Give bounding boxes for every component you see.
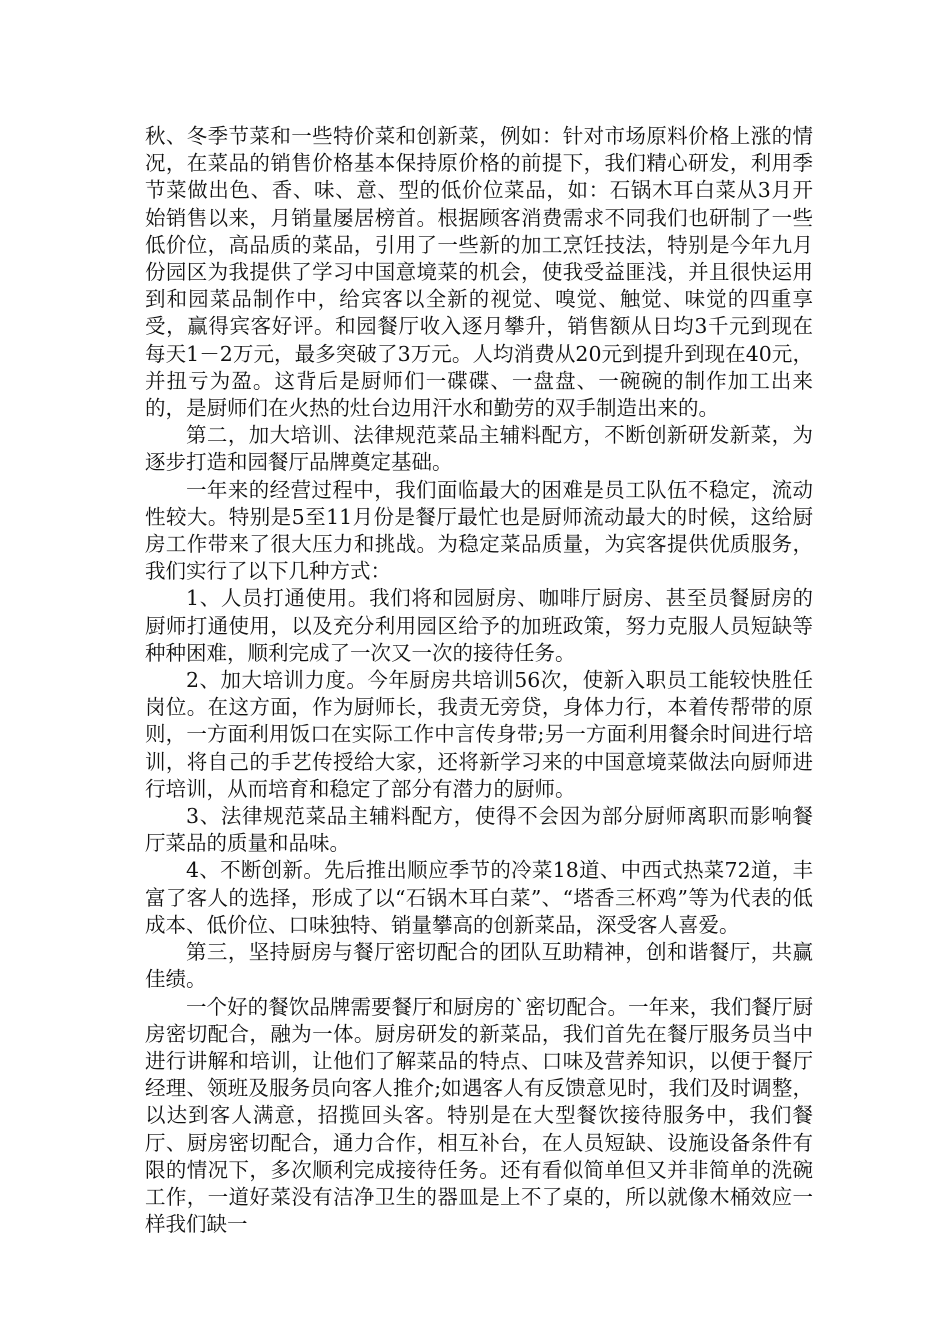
paragraph-2: 第二，加大培训、法律规范菜品主辅料配方，不断创新研发新菜，为逐步打造和园餐厅品牌奠定基础。 — [145, 423, 813, 475]
paragraph-1: 秋、冬季节菜和一些特价菜和创新菜，例如：针对市场原料价格上涨的情况，在菜品的销售价格基本保持原价格的前提下，我们精心研发，利用季节菜做出色、香、味、意、型的低价位菜品，如：石锅木耳白菜从3月开始销售以来，月销量屡居榜首。根据顾客消费需求不同我们也研制了一些低价位，高品质的菜品，引用了一些新的加工烹饪技法，特别是今年九月份园区为我提供了学习中国意境菜的机会，使我受益匪浅，并且很快运用到和园菜品制作中，给宾客以全新的视觉、嗅觉、触觉、味觉的四重享受，赢得宾客好评。和园餐厅收入逐月攀升，销售额从日均3千元到现在每天1－2万元，最多突破了3万元。人均消费从20元到提升到现在40元，并扭亏为盈。这背后是厨师们一碟碟、一盘盘、一碗碗的制作加工出来的，是厨师们在火热的灶台边用汗水和勤劳的双手制造出来的。 — [145, 124, 813, 421]
paragraph-7: 4、不断创新。先后推出顺应季节的冷菜18道、中西式热菜72道，丰富了客人的选择，形成了以“石锅木耳白菜”、“塔香三杯鸡”等为代表的低成本、低价位、口味独特、销量攀高的创新菜品，深受客人喜爱。 — [145, 858, 813, 937]
paragraph-8: 第三，坚持厨房与餐厅密切配合的团队互助精神，创和谐餐厅，共赢佳绩。 — [145, 940, 813, 992]
paragraph-5: 2、加大培训力度。今年厨房共培训56次，使新入职员工能较快胜任岗位。在这方面，作为厨师长，我责无旁贷，身体力行，本着传帮带的原则，一方面利用饭口在实际工作中言传身带;另一方面利用餐余时间进行培训，将自己的手艺传授给大家，还将新学习来的中国意境菜做法向厨师进行培训，从而培育和稳定了部分有潜力的厨师。 — [145, 668, 813, 801]
paragraph-3: 一年来的经营过程中，我们面临最大的困难是员工队伍不稳定，流动性较大。特别是5至11月份是餐厅最忙也是厨师流动最大的时候，这给厨房工作带来了很大压力和挑战。为稳定菜品质量，为宾客提供优质服务，我们实行了以下几种方式： — [145, 477, 813, 584]
paragraph-6: 3、法律规范菜品主辅料配方，使得不会因为部分厨师离职而影响餐厅菜品的质量和品味。 — [145, 804, 813, 856]
paragraph-9: 一个好的餐饮品牌需要餐厅和厨房的`密切配合。一年来，我们餐厅厨房密切配合，融为一体。厨房研发的新菜品，我们首先在餐厅服务员当中进行讲解和培训，让他们了解菜品的特点、口味及营养知识，以便于餐厅经理、领班及服务员向客人推介;如遇客人有反馈意见时，我们及时调整，以达到客人满意，招揽回头客。特别是在大型餐饮接待服务中，我们餐厅、厨房密切配合，通力合作，相互补台，在人员短缺、设施设备条件有限的情况下，多次顺利完成接待任务。还有看似简单但又并非简单的洗碗工作，一道好菜没有洁净卫生的器皿是上不了桌的，所以就像木桶效应一样我们缺一 — [145, 994, 813, 1237]
document-page — [145, 123, 813, 1238]
paragraph-4: 1、人员打通使用。我们将和园厨房、咖啡厅厨房、甚至员餐厨房的厨师打通使用，以及充分利用园区给予的加班政策，努力克服人员短缺等种种困难，顺利完成了一次又一次的接待任务。 — [145, 586, 813, 665]
